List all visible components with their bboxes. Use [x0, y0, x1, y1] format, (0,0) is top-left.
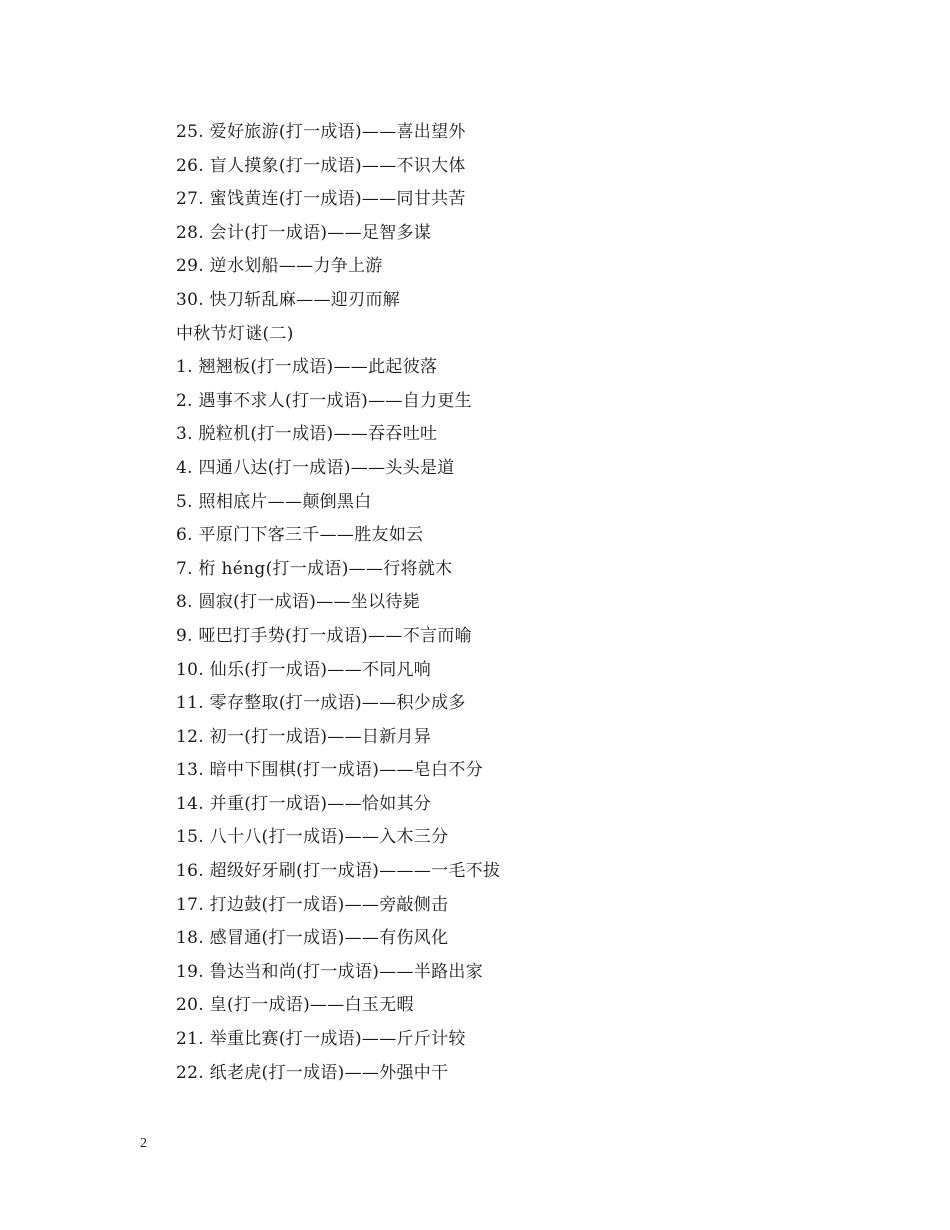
riddle-line: 3. 脱粒机(打一成语)——吞吞吐吐	[176, 424, 438, 445]
riddle-line: 30. 快刀斩乱麻——迎刃而解	[176, 289, 400, 310]
riddle-line: 28. 会计(打一成语)——足智多谋	[176, 222, 432, 243]
riddle-line: 27. 蜜饯黄连(打一成语)——同甘共苦	[176, 189, 466, 210]
page-number: 2	[140, 1136, 147, 1151]
riddle-line: 20. 皇(打一成语)——白玉无暇	[176, 995, 414, 1016]
riddle-line: 15. 八十八(打一成语)——入木三分	[176, 827, 449, 848]
riddle-line: 12. 初一(打一成语)——日新月异	[176, 726, 432, 747]
riddle-line: 6. 平原门下客三千——胜友如云	[176, 525, 424, 546]
riddle-line: 8. 圆寂(打一成语)——坐以待毙	[176, 592, 420, 613]
riddle-line: 1. 翘翘板(打一成语)——此起彼落	[176, 357, 438, 378]
riddle-line: 29. 逆水划船——力争上游	[176, 256, 383, 277]
riddle-line: 21. 举重比赛(打一成语)——斤斤计较	[176, 1029, 466, 1050]
riddle-line: 18. 感冒通(打一成语)——有伤风化	[176, 928, 449, 949]
riddle-line: 13. 暗中下围棋(打一成语)——皂白不分	[176, 760, 484, 781]
section-heading: 中秋节灯谜(二)	[176, 323, 294, 344]
riddle-line: 2. 遇事不求人(打一成语)——自力更生	[176, 390, 472, 411]
riddle-line: 19. 鲁达当和尚(打一成语)——半路出家	[176, 961, 484, 982]
riddle-list	[176, 116, 876, 1090]
riddle-line: 14. 并重(打一成语)——恰如其分	[176, 793, 432, 814]
riddle-line: 9. 哑巴打手势(打一成语)——不言而喻	[176, 625, 472, 646]
riddle-line: 25. 爱好旅游(打一成语)——喜出望外	[176, 122, 466, 142]
riddle-line: 7. 桁 héng(打一成语)——行将就木	[176, 558, 453, 579]
riddle-line: 22. 纸老虎(打一成语)——外强中干	[176, 1062, 449, 1083]
riddle-line: 17. 打边鼓(打一成语)——旁敲侧击	[176, 894, 449, 915]
riddle-line: 11. 零存整取(打一成语)——积少成多	[176, 693, 466, 714]
riddle-line: 4. 四通八达(打一成语)——头头是道	[176, 457, 455, 478]
riddle-line: 16. 超级好牙刷(打一成语)———一毛不拔	[176, 861, 501, 882]
riddle-line: 10. 仙乐(打一成语)——不同凡响	[176, 659, 432, 680]
riddle-line: 5. 照相底片——颠倒黑白	[176, 491, 372, 512]
riddle-line: 26. 盲人摸象(打一成语)——不识大体	[176, 155, 466, 176]
